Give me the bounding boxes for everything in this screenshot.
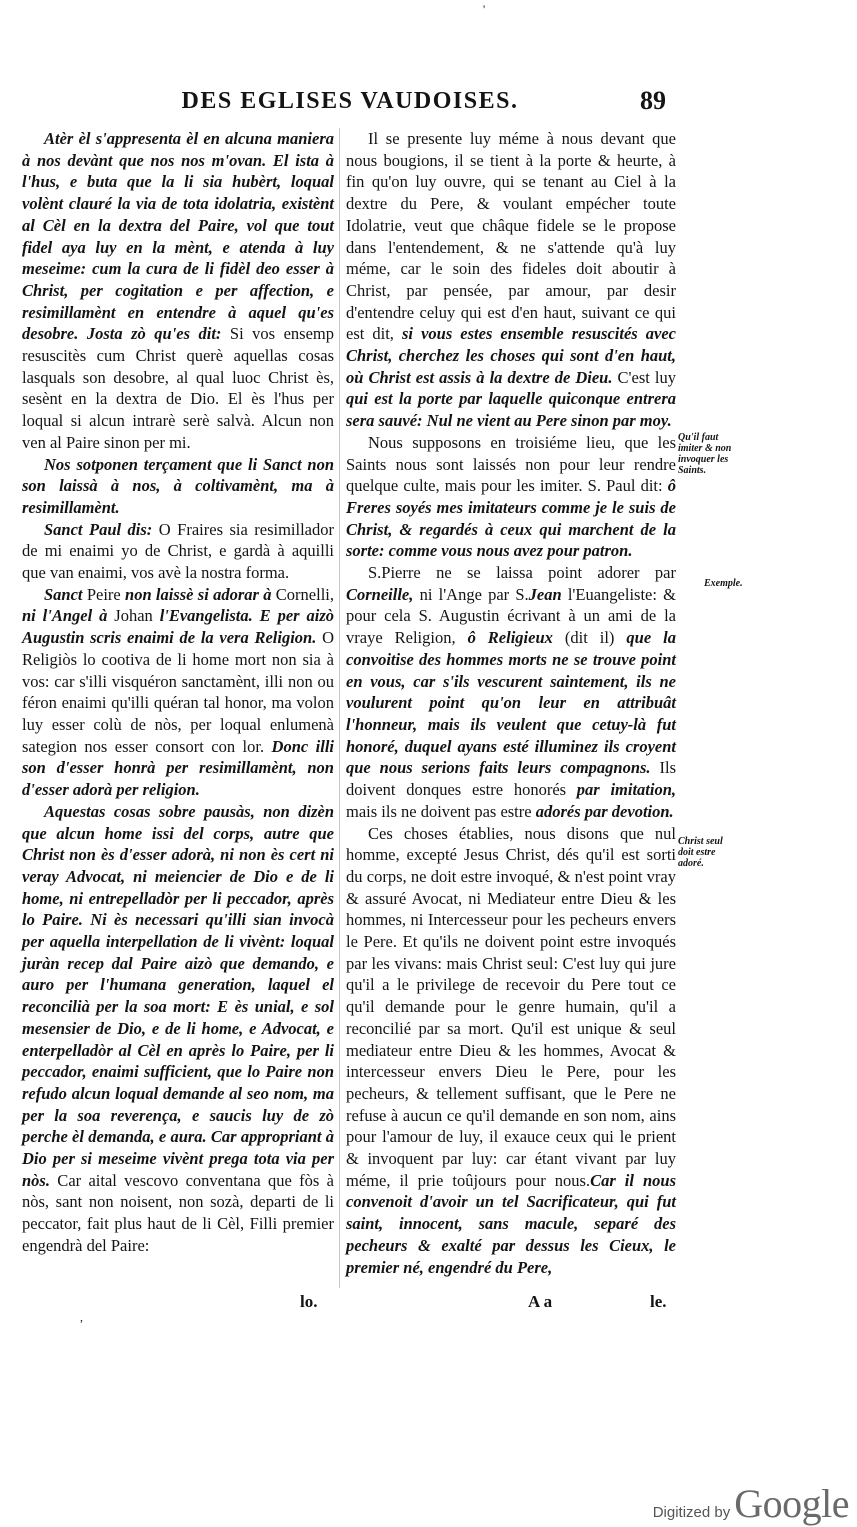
roman-text-run: Nous supposons en troisiéme lieu, que les Saints nous sont laissés non pour leur rendre quelque culte, mais pour les imiter. S. Paul dit: — [346, 432, 676, 496]
roman-text-run: Peire — [82, 584, 126, 604]
roman-text-run: Ces choses établies, nous disons que nul homme, excepté Jesus Christ, dés qu'il est sorti du corps, ne doit estre invoqué, & n'est point vray & assuré Avocat, ni Mediateur entre Dieu & les hommes, ni Intercesseur pour les pecheurs envers le Pere. Et qu'ils ne doivent point estre invoqués par les vivans: mais Christ seul: C'est luy qui jure qu'il a le privilege de recevoir du Pere tout ce qu'il demande pour le genre humain, qu'il a reconcilié par sa mort. Qu'il est unique & seul mediateur entre Dieu & les hommes, Avocat & intercesseur envers Dieu le Pere, pour les pecheurs, & tellement suffisant, que le Pere ne refuse à aucun ce qu'il demande en son nom, ains pour l'amour de luy, il exauce ceux qui le prient & invoquent par luy: car étant vivant par luy méme, il prie toûjours pour nous. — [346, 823, 676, 1190]
margin-note-saints: Qu'il faut imiter & non invoquer les Saints. — [678, 432, 732, 476]
italic-text-run: Corneille, — [346, 584, 414, 604]
italic-text-run: que la convoitise des hommes morts ne se trouve point en vous, car s'ils vescurent saintement, ils ne voulurent point qu'on leur en attribuât l'honneur, mais ils veulent que cetuy-là fut honoré, duquel ayans esté illuminez ils croyent que nous serions faits leurs compagnons. — [346, 628, 676, 778]
roman-text-run: Si vos ensemp resuscitès cum Christ querè aquellas cosas lasquals son desobre, al qual luoc Christ ès, sesènt en la dextra de Dio. El ès l'hus per loqual si alcun intrarè serè salvà. Alcun non ven al Paire sinon per mi. — [22, 324, 334, 452]
italic-text-run: si vous estes ensemble resuscités avec Christ, cherchez les choses qui sont d'en haut, où Christ est assis à la dextre de Dieu. — [346, 324, 676, 387]
italic-text-run: non laissè si adorar à — [125, 584, 272, 604]
google-logo: Google — [734, 1481, 849, 1526]
margin-note-christ: Christ seul doit estre adoré. — [678, 836, 723, 869]
roman-text-run: Cornelli, — [271, 584, 334, 604]
paragraph — [346, 128, 676, 432]
paragraph — [346, 823, 676, 1279]
column-divider — [339, 128, 340, 1288]
signature-mark: A a — [528, 1292, 553, 1311]
paragraph — [346, 432, 676, 562]
roman-text-run: ni l'Ange par S. — [413, 584, 529, 604]
italic-text-run: qui est la porte par laquelle quiconque entrera sera sauvé: Nul ne vient au Pere sinon par moy. — [346, 389, 676, 431]
italic-text-run: Atèr èl s'appresenta èl en alcuna maniera à nos devànt que nos nos m'ovan. El ista à l'hus, e buta que la li sia hubèrt, loqual volènt clauré la via de tota idolatria, existènt al Cèl en la dextra del Paire, vol que tout fidel aya luy en la mènt, e atenda à luy meseime: cum la cura de li fidèl deo esser à Christ, per cogitation e per affection, e resimillamènt en entendre à aquel qu'es desobre. Josta zò qu'es dit: — [22, 129, 334, 344]
stray-mark: , — [80, 1310, 83, 1324]
italic-text-run: l'Evangelista. E per aizò Augustin scris enaimi de la vera Religion. — [22, 606, 334, 648]
paragraph — [22, 519, 334, 584]
italic-text-run: Sanct Paul dis: — [44, 519, 153, 539]
paragraph — [22, 454, 334, 519]
catchword-right: le. — [650, 1292, 667, 1311]
roman-text-run: (dit il) — [552, 628, 627, 648]
running-title: DES EGLISES VAUDOISES. — [181, 88, 519, 114]
roman-text-run: Il se presente luy méme à nous devant que nous bougions, il se tient à la porte & heurte, à fin qu'on luy ouvre, qui se tenant au Ciel à la dextre du Pere, & voulant empécher toute Idolatrie, veut que châque fidele se le propose dans l'entendement, & ne s'attende qu'à luy méme, car le soin des fideles doit aboutir à Christ, par pensée, par amour, par desir d'entendre celuy qui est d'en haut, suivant ce qui est dit, — [346, 129, 676, 344]
roman-text-run: O Religiòs lo cootiva de li home mort non sia à vos: car s'illi visquéron sanctamènt, illi non ou féron enaimi qu'illi quéran tal honor, ma volon luy esser colù de nòs, per loqual enlumenà sategion nos esser consort con lor. — [22, 628, 334, 756]
italic-text-run: Nos sotponen terçament que li Sanct non son laissà à nos, à coltivamènt, ma à resimillamènt. — [22, 454, 334, 517]
digitized-footer — [653, 1480, 849, 1527]
roman-text-run: O Fraires sia resimillador de mi enaimi yo de Christ, e gardà à aquilli que van enaimi, vos avè la nostra forma. — [22, 519, 334, 583]
paragraph — [346, 562, 676, 822]
roman-text-run: mais ils ne doivent pas estre — [346, 801, 536, 821]
italic-text-run: ni l'Angel à — [22, 606, 108, 626]
italic-text-run: Aquestas cosas sobre pausàs, non dizèn que alcun home issi del corps, autre que Christ non ès d'esser adorà, ni non ès cert ni veray Advocat, ni meiencier de Dio e de li home, ni entrepelladòr per li peccador, après lo Paire. Ni ès necessari qu'illi sian invocà per aquella interpellation de li vivènt: loqual juràn recep dal Paire aizò que demando, e auro per l'humana generation, laquel el reconcilià per la soa mort: E ès unial, e sol mesensier de Dio, e de li home, e Advocat, e enterpelladòr al Cèl en après lo Paire, per li peccador, enaimi sufficient, que lo Paire non refudo alcun loqual demande al seo nom, ma per la soa reverença, e saucis luy de zò perche èl demanda, e aura. Car appropriant à Dio per si meseime vivènt prega tota via per nòs. — [22, 801, 334, 1190]
italic-text-run: ô Religieux — [467, 628, 553, 648]
paragraph — [22, 128, 334, 454]
margin-note-examples: Exemple. — [704, 578, 743, 589]
roman-text-run: Car aital vescovo conventana que fòs à nòs, sant non noisent, non sozà, departi de li peccator, fait plus haut de li Cèl, Filli premier engendrà del Paire: — [22, 1170, 334, 1255]
page-number: 89 — [640, 86, 666, 115]
italic-text-run: Car il nous convenoit d'avoir un tel Sacrificateur, qui fut saint, innocent, sans macule, separé des pecheurs & exalté par dessus les Cieux, le premier né, engendré du Pere, — [346, 1170, 676, 1277]
italic-text-run: Sanct — [44, 584, 83, 604]
digitized-by-label: Digitized by — [652, 1504, 731, 1521]
paragraph — [22, 584, 334, 801]
roman-text-run: Ils doivent donques estre honorés — [346, 758, 676, 800]
roman-text-run: l'Euangeliste: & pour cela S. Augustin écrivant à un ami de la vraye Religion, — [346, 584, 676, 648]
top-mark: ' — [483, 2, 486, 16]
italic-text-run: Jean — [528, 584, 562, 604]
italic-text-run: adorés par devotion. — [535, 801, 674, 821]
roman-text-run: Johan — [107, 606, 160, 626]
catchword-left: lo. — [300, 1292, 318, 1311]
left-column-occitan-text — [22, 128, 334, 1257]
roman-text-run: C'est luy — [612, 367, 676, 387]
paragraph — [22, 801, 334, 1257]
right-column-french-text — [346, 128, 676, 1278]
italic-text-run: par imitation, — [576, 780, 677, 800]
italic-text-run: ô Freres soyés mes imitateurs comme je le suis de Christ, & regardés à ceux qui marchent de la sorte: comme vous nous avez pour patron. — [346, 476, 676, 561]
italic-text-run: Donc illi son d'esser honrà per resimillamènt, non d'esser adorà per religion. — [22, 736, 334, 800]
roman-text-run: S.Pierre ne se laissa point adorer par — [368, 563, 676, 583]
